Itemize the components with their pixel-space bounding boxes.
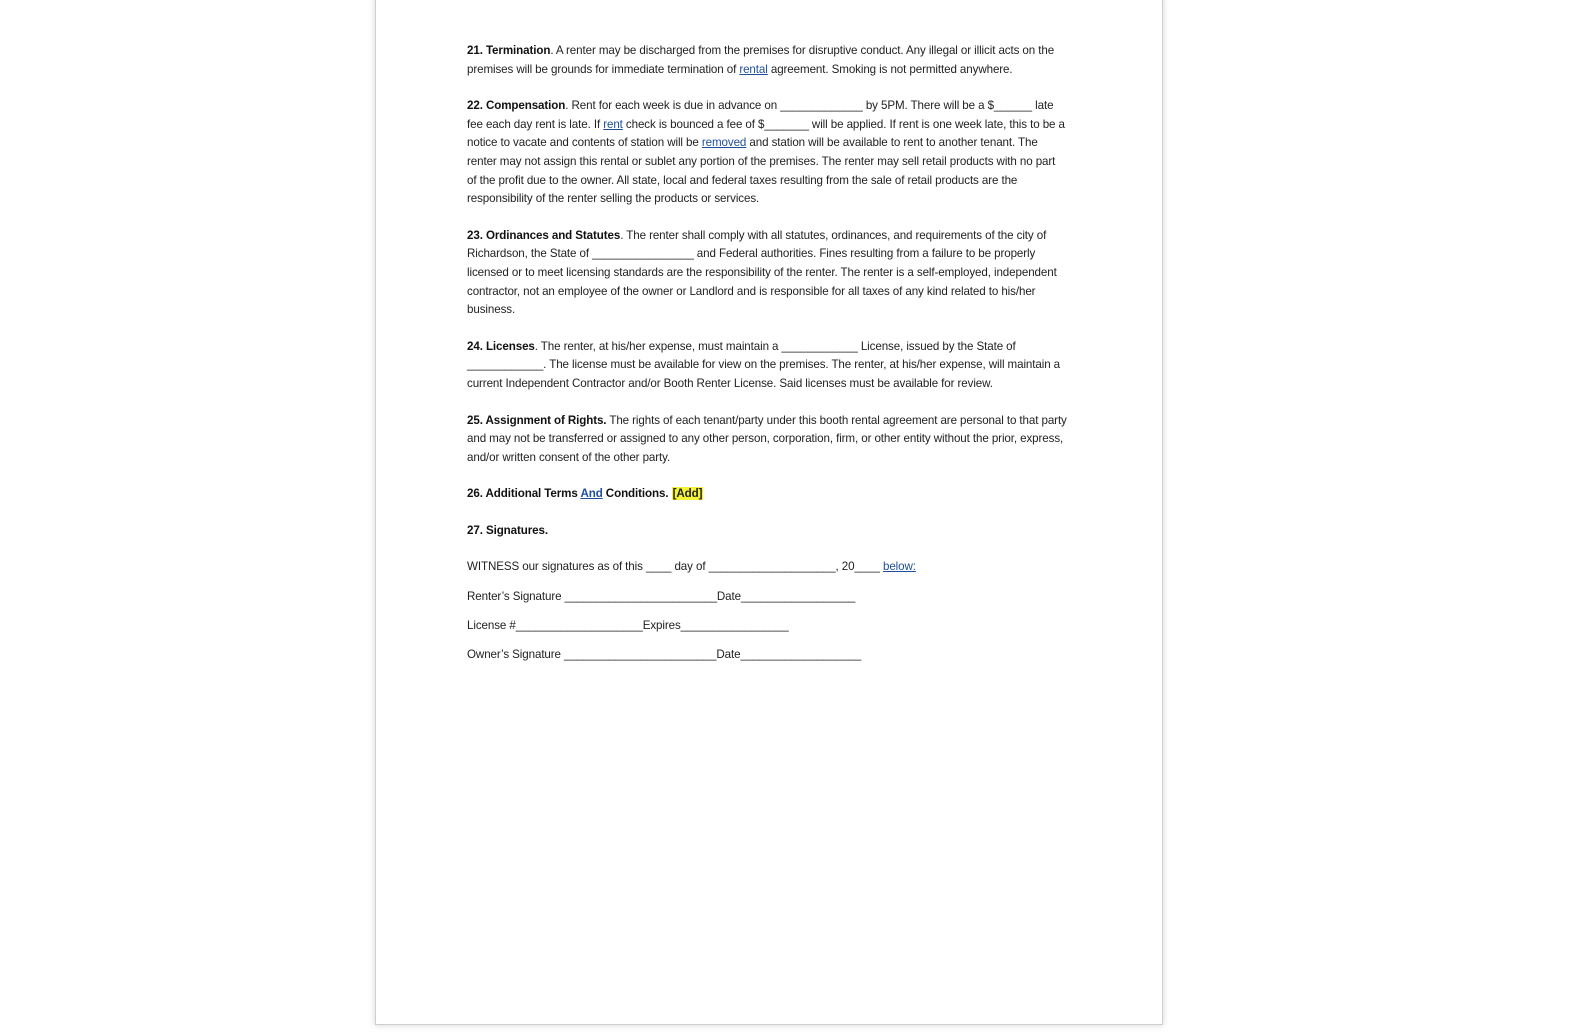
owner-signature-line: Owner’s Signature ________________________Date___________________: [467, 648, 862, 662]
section-licenses: [467, 338, 1067, 394]
section-assignment: [467, 412, 1067, 468]
section-heading: 25. Assignment of Rights.: [467, 413, 607, 427]
spellcheck-word-removed[interactable]: removed: [701, 136, 747, 150]
section-termination: [467, 42, 1067, 79]
section-compensation: [467, 97, 1067, 209]
section-heading: [467, 487, 668, 500]
heading-part: 26. Additional Terms: [467, 487, 581, 501]
add-placeholder[interactable]: [Add]: [672, 487, 703, 501]
section-text: The rights of each tenant/party under this booth rental agreement are personal to that party and may not be transferred or assigned to any other person, corporation, firm, or other entity without the prior, express, and/or written consent of the other party.: [467, 413, 1067, 464]
section-heading: 27. Signatures.: [467, 523, 548, 537]
section-additional-terms: [467, 485, 1067, 504]
section-text: . Rent for each week is due in advance on _____________ by 5PM. There will be a $______ late fee each day rent is late. If: [467, 99, 1054, 131]
section-ordinances: [467, 227, 1067, 320]
spellcheck-word-rent[interactable]: rent: [603, 117, 623, 131]
heading-part: Conditions.: [602, 487, 669, 501]
section-heading: 22. Compensation: [467, 99, 566, 113]
section-text: . The renter shall comply with all statutes, ordinances, and requirements of the city of Richardson, the State of ________________ and Federal authorities. Fines resulting from a failure to be properly licensed or to meet licensing standards are the responsibility of the renter. The renter is a self-employed, independent contractor, not an employee of the owner or Landlord and is responsible for all taxes of any kind related to his/her business.: [467, 228, 1057, 317]
section-heading: 24. Licenses: [467, 339, 535, 353]
section-text: and station will be available to rent to another tenant. The renter may not assign this rental or sublet any portion of the premises. The renter may sell retail products with no part of the profit due to the owner. All state, local and federal taxes resulting from the sale of retail products are the responsibility of the renter selling the products or services.: [467, 136, 1056, 206]
section-heading: 23. Ordinances and Statutes: [467, 228, 621, 242]
page-content: [467, 42, 1067, 675]
spellcheck-word-and[interactable]: And: [580, 487, 603, 501]
section-text: check is bounced a fee of $_______ will be applied. If rent is one week late, this to be a notice to vacate and contents of station will be: [467, 117, 1065, 150]
witness-text: WITNESS our signatures as of this ____ day of ____________________, 20____: [467, 560, 883, 574]
license-line: License #____________________Expires_________________: [467, 618, 789, 632]
section-heading: 21. Termination: [467, 44, 551, 57]
witness-line: [467, 558, 1067, 577]
spellcheck-word-rental[interactable]: rental: [739, 62, 768, 76]
spellcheck-word-below[interactable]: below:: [882, 560, 916, 574]
section-text: . The renter, at his/her expense, must maintain a ____________ License, issued by the State of ____________. The license must be available for view on the premises. The renter, at his/her expense, will maintain a current Independent Contractor and/or Booth Renter License. Said licenses must be available for review.: [467, 339, 1061, 390]
section-signatures: [467, 522, 1067, 541]
document-page: [375, 0, 1163, 1025]
renter-signature-line: Renter’s Signature ________________________Date__________________: [467, 589, 856, 603]
section-text: . A renter may be discharged from the premises for disruptive conduct. Any illegal or illicit acts on the premises will be grounds for immediate termination of: [467, 44, 1055, 76]
section-text: agreement. Smoking is not permitted anywhere.: [767, 62, 1013, 76]
